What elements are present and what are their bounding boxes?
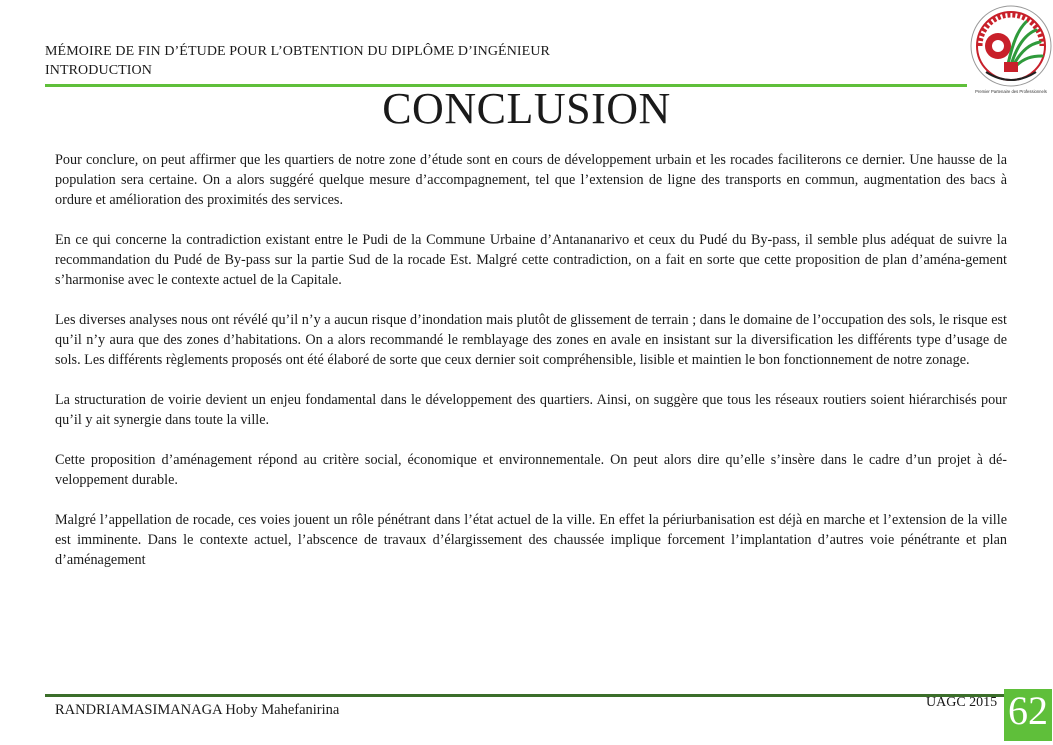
- school-logo-emblem: [968, 2, 1053, 97]
- conclusion-body: [55, 150, 1007, 590]
- paragraph: Pour conclure, on peut affirmer que les quartiers de notre zone d’étude sont en cours de développement urbain et les rocades faciliterons ce dernier. Une hausse de la population sera certaine. On a alors suggéré quelque mesure d’accompagnement, tel que l’extension de ligne des transports en commun, augmentation des bacs à ordure et amélioration des proximités des services.: [55, 152, 1007, 208]
- paragraph: Malgré l’appellation de rocade, ces voies jouent un rôle pénétrant dans l’état actuel de la ville. En effet la périurbanisation est déjà en marche et l’extension de la ville est imminente. Dans le contexte actuel, l’abscence de travaux d’élargissement des chaussée implique forcement l’implantation d’autres voie pénétrante et plan d’aménagement: [55, 512, 1007, 568]
- logo-tagline: Premier Partenaire des Professionnels: [975, 89, 1047, 94]
- paragraph: Cette proposition d’aménagement répond au critère social, économique et environnementale. On peut alors dire qu’elle s’insère dans le cadre d’un projet à dé-veloppement durable.: [55, 452, 1007, 488]
- footer-year: UAGC 2015: [926, 695, 998, 710]
- paragraph: En ce qui concerne la contradiction existant entre le Pudi de la Commune Urbaine d’Antananarivo et ceux du Pudé du By-pass, il semble plus adéquat de suivre la recommandation du Pudé de By-pass sur la partie Sud de la rocade Est. Malgré cette contradiction, on a fait en sorte que cette proposition de plan d’aména-gement s’harmonise avec le contexte actuel de la Capitale.: [55, 232, 1007, 288]
- paragraph: La structuration de voirie devient un enjeu fondamental dans le développement des quartiers. Ainsi, on suggère que tous les réseaux routiers soient hiérarchisés pour qu’il y ait synergie dans toute la ville.: [55, 392, 1007, 428]
- footer-rule: [45, 694, 1006, 697]
- paragraph: Les diverses analyses nous ont révélé qu’il n’y a aucun risque d’inondation mais plutôt de glissement de terrain ; dans le domaine de l’occupation des sols, le risque est qu’il n’y aura que des zones d’habitations. On a alors recommandé le remblayage des zones en avale en insistant sur la diversification les différents type d’usage de sols. Les différents règlements proposés ont été élaboré de sorte que ceux dernier soit compréhensible, lisible et maintien le bon fonctionnement de notre zonage.: [55, 312, 1007, 368]
- page-number: 62: [1004, 689, 1052, 741]
- footer-author: RANDRIAMASIMANAGA Hoby Mahefanirina: [55, 702, 340, 718]
- running-header: [45, 42, 550, 80]
- school-logo: [968, 2, 1053, 97]
- header-line-thesis: MÉMOIRE DE FIN D’ÉTUDE POUR L’OBTENTION DU DIPLÔME D’INGÉNIEUR: [45, 44, 550, 59]
- header-line-section: INTRODUCTION: [45, 63, 152, 78]
- page-title: CONCLUSION: [382, 84, 671, 133]
